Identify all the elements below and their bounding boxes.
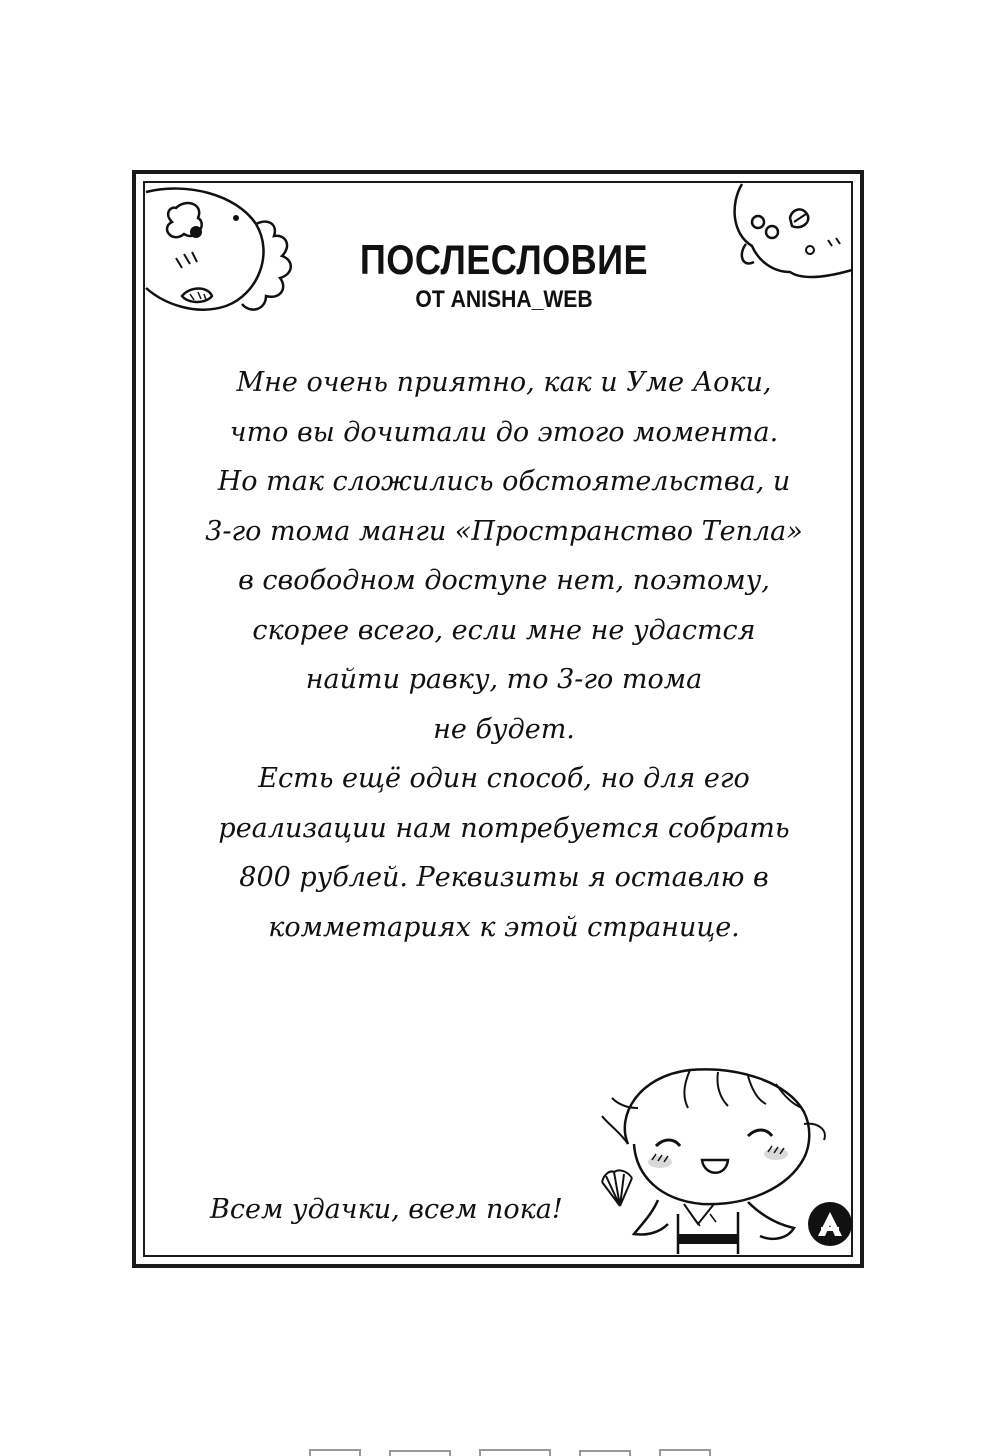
page-subtitle: ОТ ANISHA_WEB <box>415 286 593 313</box>
text-line: что вы дочитали до этого момента. <box>229 416 779 448</box>
text-line: реализации нам потребуется собрать <box>218 812 790 844</box>
text-line: скорее всего, если мне не удастся <box>252 614 756 646</box>
chibi-character-with-fan-icon <box>598 1064 838 1258</box>
text-line: найти равку, то 3-го тома <box>305 664 703 695</box>
farewell-text: Всем удачки, всем пока! <box>210 1194 563 1225</box>
text-line: в свободном доступе нет, поэтому, <box>238 565 770 596</box>
bottom-edge-strip <box>300 1440 720 1456</box>
text-line: Есть ещё один способ, но для его <box>258 763 750 794</box>
text-line: Но так сложились обстоятельства, и <box>217 466 791 497</box>
text-line: комметариях к этой странице. <box>268 911 740 943</box>
text-line: Мне очень приятно, как и Уме Аоки, <box>236 367 772 398</box>
page-title: ПОСЛЕСЛОВИЕ <box>359 236 649 283</box>
afterword-text <box>150 358 858 952</box>
text-line: не будет. <box>433 713 575 745</box>
text-line: 800 рублей. Реквизиты я оставлю в <box>239 862 769 893</box>
team-logo-a-icon <box>808 1202 852 1246</box>
text-line: 3-го тома манги «Пространство Тепла» <box>205 515 803 547</box>
